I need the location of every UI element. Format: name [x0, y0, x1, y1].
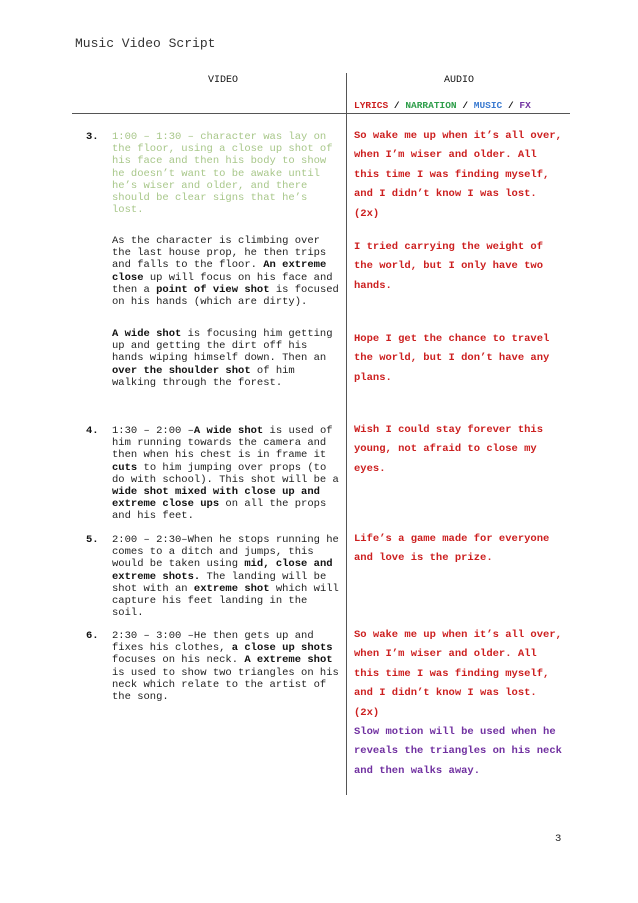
emphasized-shot-term: extreme shot — [193, 582, 270, 595]
emphasized-shot-term: over the shoulder shot — [112, 364, 251, 377]
description-text: As the character is climbing over the last house prop, he then trips and falls to the floor. — [112, 235, 327, 272]
description-text: is used to show two triangles on his neck which relate to the artist of the song. — [112, 666, 339, 704]
emphasized-shot-term: a close up shots — [231, 642, 333, 655]
legend-separator: / — [507, 100, 514, 111]
audio-column-header: AUDIO — [444, 75, 475, 86]
description-text: focuses on his neck. — [112, 654, 245, 667]
scene-number: 4. — [86, 425, 99, 437]
description-text: up will focus on his face and then a — [112, 271, 333, 296]
emphasized-shot-term: A wide shot — [193, 425, 264, 437]
description-text: on all the props and his feet. — [112, 498, 327, 523]
legend-fx: FX — [519, 100, 531, 111]
video-description — [112, 131, 340, 216]
description-text: The landing will be shot with an — [112, 570, 327, 595]
emphasized-shot-term: A extreme shot — [244, 654, 333, 667]
description-text: 2:00 – 2:30–When he stops running he comes to a ditch and jumps, this would be taken using — [112, 534, 339, 571]
emphasized-shot-term: wide shot mixed with close up and extreme close ups — [112, 486, 320, 511]
description-text: is used of him running towards the camera and then when his chest is in frame it — [112, 425, 333, 462]
scene-number: 6. — [86, 630, 99, 642]
scene-number: 3. — [86, 131, 99, 143]
description-text: 1:30 – 2:00 – — [112, 425, 194, 437]
legend-separator: / — [393, 100, 400, 111]
document-title: Music Video Script — [75, 36, 216, 51]
lyrics-text: So wake me up when it’s all over, when I’m wiser and older. All this time I was finding myself, and I didn’t know I was lost. (2x) — [354, 130, 562, 220]
description-text: of him walking through the forest. — [112, 364, 295, 389]
audio-block — [354, 626, 564, 781]
lyrics-text: Hope I get the chance to travel the world, but I don’t have any plans. — [354, 333, 550, 384]
scene-number: 5. — [86, 534, 99, 546]
video-description — [112, 425, 340, 523]
lyrics-text: Wish I could stay forever this young, not afraid to close my eyes. — [354, 424, 544, 475]
header-rule — [72, 113, 570, 114]
description-text: 2:30 – 3:00 –He then gets up and fixes his clothes, — [112, 630, 314, 655]
emphasized-shot-term: mid, close and extreme shots. — [112, 558, 333, 583]
lyrics-text: So wake me up when it’s all over, when I’m wiser and older. All this time I was finding myself, and I didn’t know I was lost. (2x) — [354, 629, 562, 719]
fx-text: Slow motion will be used when he reveals the triangles on his neck and then walks away. — [354, 726, 562, 777]
description-text: is focusing him getting up and getting the dirt off his hands wiping himself down. Then an — [112, 328, 333, 365]
legend-music: MUSIC — [473, 100, 503, 111]
description-text: to him jumping over props (to do with school). This shot will be a — [112, 461, 339, 486]
lyrics-text: Life’s a game made for everyone and love is the prize. — [354, 533, 550, 565]
video-description — [112, 235, 340, 308]
page-number: 3 — [555, 833, 562, 845]
audio-legend — [354, 100, 531, 111]
legend-lyrics: LYRICS — [354, 100, 389, 111]
description-text: is focused on his hands (which are dirty). — [112, 283, 339, 309]
video-description — [112, 328, 340, 389]
legend-narration: NARRATION — [405, 100, 457, 111]
description-text: 1:00 – 1:30 – character was lay on the floor, using a close up shot of his face and then his body to show he doesn’t want to be awake until he’s wiser and older, and there should be clear signs that he’s lost. — [112, 131, 333, 217]
emphasized-shot-term: cuts — [112, 461, 138, 474]
emphasized-shot-term: A wide shot — [112, 328, 182, 340]
emphasized-shot-term: point of view shot — [156, 283, 270, 296]
legend-separator: / — [462, 100, 469, 111]
video-description — [112, 534, 340, 619]
video-column-header: VIDEO — [208, 75, 239, 86]
lyrics-text: I tried carrying the weight of the world, but I only have two hands. — [354, 241, 544, 292]
video-description — [112, 630, 340, 703]
column-divider — [346, 73, 347, 795]
emphasized-shot-term: An extreme close — [112, 259, 327, 284]
description-text: which will capture his feet landing in the soil. — [112, 582, 339, 620]
